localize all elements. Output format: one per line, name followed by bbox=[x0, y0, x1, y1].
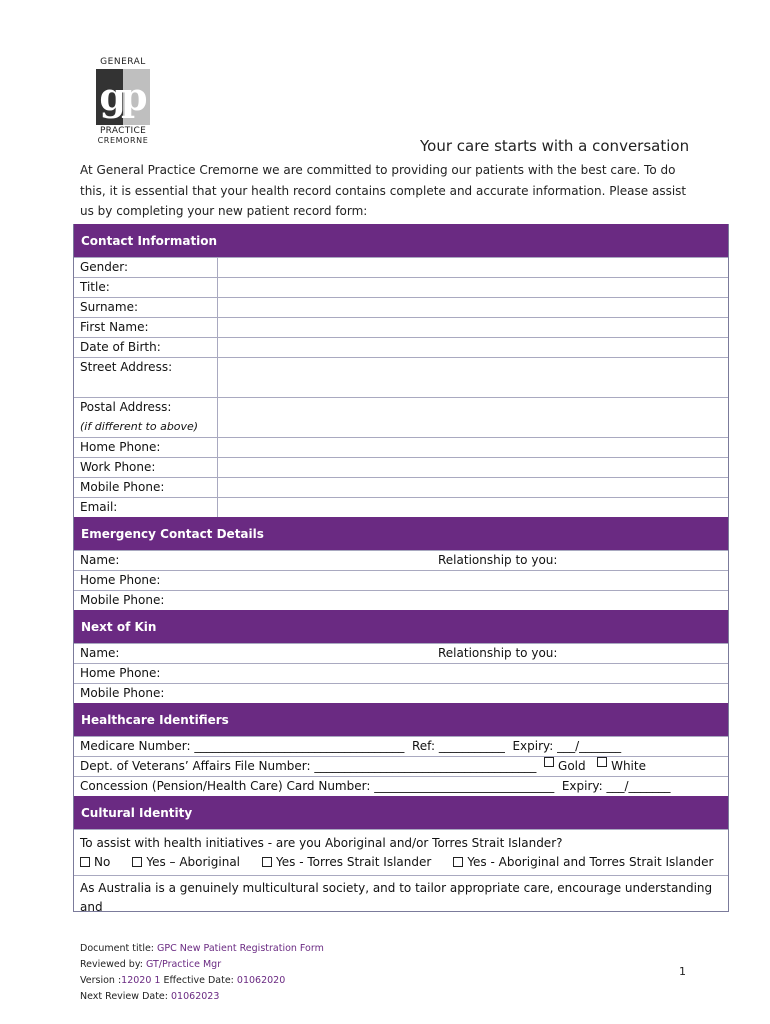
mobile-phone-label: Mobile Phone: bbox=[74, 478, 218, 497]
gender-field[interactable] bbox=[218, 258, 728, 277]
page-number: 1 bbox=[679, 965, 686, 978]
title-label: Title: bbox=[74, 278, 218, 297]
gender-row bbox=[74, 257, 728, 277]
title-field[interactable] bbox=[218, 278, 728, 297]
tsi-checkbox[interactable] bbox=[262, 857, 272, 867]
white-checkbox[interactable] bbox=[597, 757, 607, 767]
doc-title-value: GPC New Patient Registration Form bbox=[157, 943, 324, 954]
street-row bbox=[74, 357, 728, 397]
work-phone-label: Work Phone: bbox=[74, 458, 218, 477]
emergency-mobile-phone-row[interactable] bbox=[74, 590, 728, 610]
practice-logo bbox=[93, 57, 153, 146]
option-aboriginal-label: Yes – Aboriginal bbox=[146, 855, 241, 869]
email-label: Email: bbox=[74, 498, 218, 517]
kin-mobile-phone-row[interactable] bbox=[74, 683, 728, 703]
no-checkbox[interactable] bbox=[80, 857, 90, 867]
logo-mark bbox=[96, 69, 150, 125]
footer-version bbox=[80, 973, 324, 989]
home-phone-label: Home Phone: bbox=[74, 438, 218, 457]
aboriginal-checkbox[interactable] bbox=[132, 857, 142, 867]
version-value: 12020 bbox=[121, 975, 152, 986]
multicultural-statement: As Australia is a genuinely multicultural society, and to tailor appropriate care, encourage understanding and bbox=[74, 875, 728, 911]
email-field[interactable] bbox=[218, 498, 728, 517]
footer-reviewed bbox=[80, 957, 324, 973]
next-review-value: 01062023 bbox=[171, 991, 220, 1002]
postal-field[interactable] bbox=[218, 398, 728, 437]
tagline: Your care starts with a conversation bbox=[420, 137, 690, 155]
kin-name-label: Name: bbox=[80, 646, 120, 660]
gold-label: Gold bbox=[558, 759, 586, 773]
work-phone-field[interactable] bbox=[218, 458, 728, 477]
gold-checkbox[interactable] bbox=[544, 757, 554, 767]
intro-paragraph: At General Practice Cremorne we are committed to providing our patients with the best care. To do this, it is essential that your health record contains complete and accurate information. Please assist us by completing your new patient record form: bbox=[80, 163, 687, 218]
reviewed-value: GT/Practice Mgr bbox=[145, 959, 222, 970]
street-label: Street Address: bbox=[74, 358, 218, 397]
home-phone-field[interactable] bbox=[218, 438, 728, 457]
emergency-home-phone-label: Home Phone: bbox=[80, 573, 161, 587]
effective-label: Effective Date: bbox=[163, 975, 234, 986]
option-tsi[interactable] bbox=[262, 853, 431, 872]
first-name-label: First Name: bbox=[74, 318, 218, 337]
footer-next-review bbox=[80, 989, 324, 1005]
work-phone-row bbox=[74, 457, 728, 477]
street-field[interactable] bbox=[218, 358, 728, 397]
postal-note: (if different to above) bbox=[80, 420, 199, 433]
version-suffix: 1 bbox=[154, 975, 161, 986]
dva-label: Dept. of Veterans’ Affairs File Number: _____________________________________ bbox=[80, 759, 537, 773]
footer-doc-title bbox=[80, 941, 324, 957]
first-name-field[interactable] bbox=[218, 318, 728, 337]
emergency-home-phone-row[interactable] bbox=[74, 570, 728, 590]
kin-mobile-phone-label: Mobile Phone: bbox=[80, 686, 165, 700]
reviewed-label: Reviewed by: bbox=[80, 959, 143, 970]
document-footer bbox=[80, 941, 324, 1005]
both-checkbox[interactable] bbox=[453, 857, 463, 867]
version-label: Version : bbox=[80, 975, 122, 986]
cultural-question: To assist with health initiatives - are you Aboriginal and/or Torres Strait Islander? bbox=[80, 836, 563, 850]
dob-row bbox=[74, 337, 728, 357]
concession-label: Concession (Pension/Health Care) Card Number: ______________________________ Expiry: ___/_______ bbox=[80, 779, 671, 793]
mobile-phone-field[interactable] bbox=[218, 478, 728, 497]
option-both-label: Yes - Aboriginal and Torres Strait Islander bbox=[467, 855, 714, 869]
concession-row[interactable] bbox=[74, 776, 728, 796]
medicare-label: Medicare Number: ___________________________________ Ref: ___________ Expiry: ___/_______ bbox=[80, 739, 622, 753]
cultural-question-block bbox=[74, 829, 728, 875]
dva-row[interactable] bbox=[74, 756, 728, 776]
option-tsi-label: Yes - Torres Strait Islander bbox=[276, 855, 432, 869]
logo-mark-text: gp bbox=[99, 74, 143, 119]
surname-label: Surname: bbox=[74, 298, 218, 317]
next-review-label: Next Review Date: bbox=[80, 991, 168, 1002]
postal-label-cell bbox=[74, 398, 218, 437]
home-phone-row bbox=[74, 437, 728, 457]
dob-label: Date of Birth: bbox=[74, 338, 218, 357]
surname-row bbox=[74, 297, 728, 317]
section-identifiers-header: Healthcare Identifiers bbox=[74, 703, 728, 736]
medicare-row[interactable] bbox=[74, 736, 728, 756]
cultural-options bbox=[80, 853, 722, 872]
section-contact-header: Contact Information bbox=[74, 224, 728, 257]
emergency-mobile-phone-label: Mobile Phone: bbox=[80, 593, 165, 607]
section-cultural-header: Cultural Identity bbox=[74, 796, 728, 829]
logo-line2: CREMORNE bbox=[97, 136, 149, 145]
emergency-name-row[interactable] bbox=[74, 550, 728, 570]
logo-top-text: GENERAL bbox=[100, 57, 146, 67]
option-no[interactable] bbox=[80, 853, 110, 872]
kin-home-phone-label: Home Phone: bbox=[80, 666, 161, 680]
section-kin-header: Next of Kin bbox=[74, 610, 728, 643]
option-no-label: No bbox=[94, 855, 111, 869]
registration-form bbox=[73, 224, 729, 912]
emergency-relationship-label: Relationship to you: bbox=[438, 553, 558, 567]
kin-home-phone-row[interactable] bbox=[74, 663, 728, 683]
surname-field[interactable] bbox=[218, 298, 728, 317]
kin-name-row[interactable] bbox=[74, 643, 728, 663]
option-aboriginal[interactable] bbox=[132, 853, 240, 872]
title-row bbox=[74, 277, 728, 297]
email-row bbox=[74, 497, 728, 517]
postal-label: Postal Address: bbox=[80, 400, 172, 414]
section-emergency-header: Emergency Contact Details bbox=[74, 517, 728, 550]
doc-title-label: Document title: bbox=[80, 943, 155, 954]
effective-value: 01062020 bbox=[236, 975, 286, 986]
mobile-phone-row bbox=[74, 477, 728, 497]
postal-row bbox=[74, 397, 728, 437]
logo-line1: PRACTICE bbox=[99, 126, 147, 136]
gender-label: Gender: bbox=[74, 258, 218, 277]
option-both[interactable] bbox=[453, 853, 713, 872]
first-name-row bbox=[74, 317, 728, 337]
dob-field[interactable] bbox=[218, 338, 728, 357]
emergency-name-label: Name: bbox=[80, 553, 120, 567]
white-label: White bbox=[611, 759, 646, 773]
kin-relationship-label: Relationship to you: bbox=[438, 646, 558, 660]
